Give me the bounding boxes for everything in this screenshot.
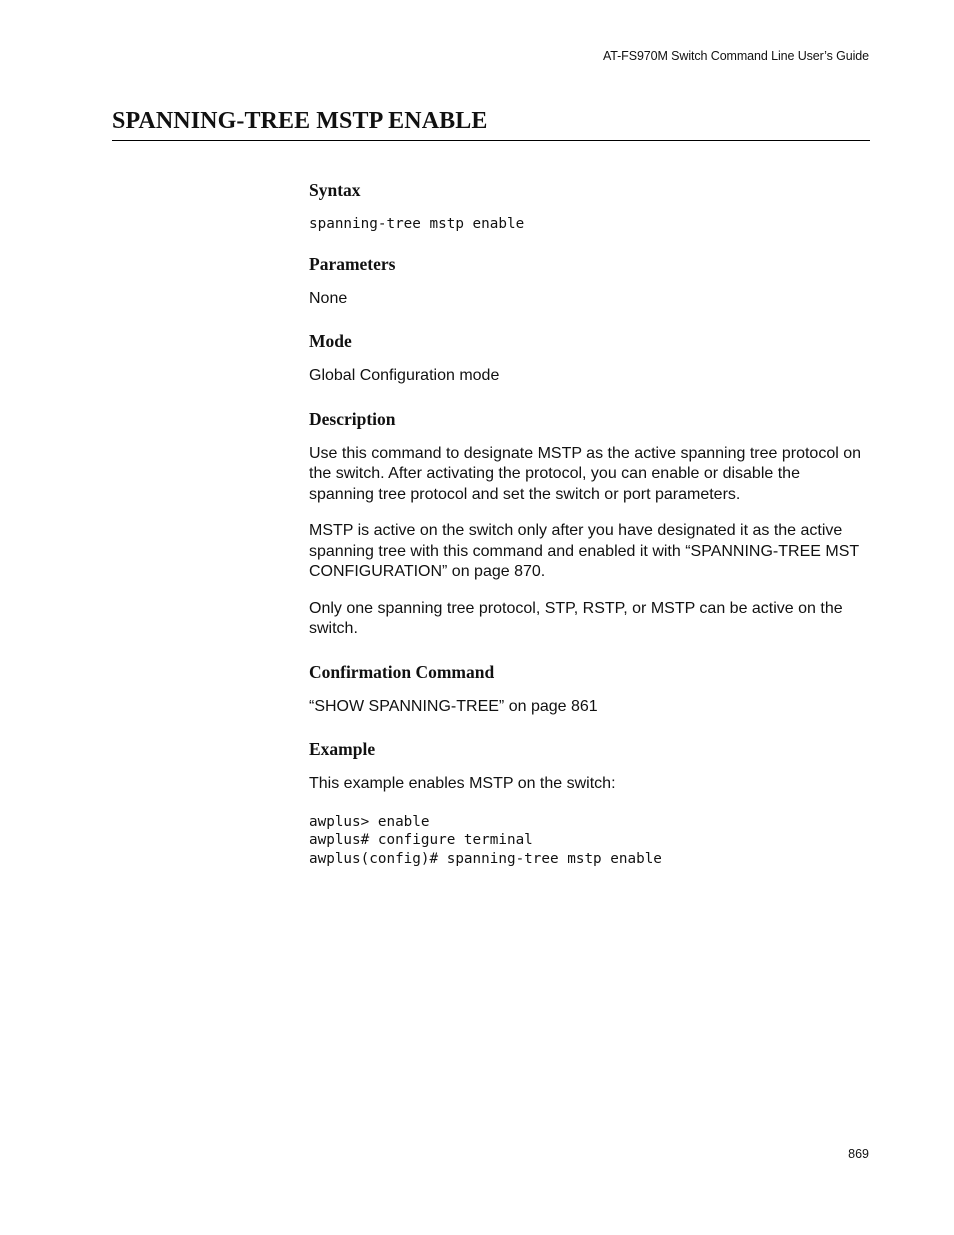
- mode-text: Global Configuration mode: [309, 367, 500, 384]
- parameters-heading: Parameters: [309, 253, 396, 274]
- running-header: AT-FS970M Switch Command Line User’s Guide: [602, 49, 869, 63]
- description-paragraph: Use this command to designate MSTP as the active spanning tree protocol on the switch. After activating the protocol, you can enable or disable the spanning tree protocol and set the switch or port parameters.: [309, 444, 862, 503]
- parameters-text: None: [309, 289, 348, 307]
- confirmation-text: “SHOW SPANNING-TREE” on page 861: [309, 697, 598, 715]
- description-paragraph: Only one spanning tree protocol, STP, RSTP, or MSTP can be active on the switch.: [309, 599, 843, 637]
- example-heading: Example: [309, 739, 376, 759]
- example-intro: This example enables MSTP on the switch:: [309, 775, 616, 792]
- parameters-section: [309, 253, 869, 310]
- confirmation-section: [309, 661, 869, 718]
- example-code-line: awplus> enable: [309, 813, 430, 830]
- page-title: SPANNING-TREE MSTP ENABLE: [112, 108, 488, 134]
- page-number: 869: [848, 1147, 869, 1161]
- page-content: [309, 179, 869, 868]
- confirmation-heading: Confirmation Command: [309, 661, 495, 682]
- example-code-line: awplus# configure terminal: [309, 832, 533, 848]
- mode-section: [309, 330, 869, 387]
- description-section: [309, 408, 869, 640]
- example-code-line: awplus(config)# spanning-tree mstp enable: [309, 850, 662, 867]
- syntax-code: spanning-tree mstp enable: [309, 216, 525, 232]
- description-heading: Description: [309, 408, 396, 429]
- syntax-section: [309, 179, 869, 253]
- mode-heading: Mode: [309, 331, 352, 351]
- spacer: [309, 234, 869, 253]
- example-section: [309, 738, 869, 868]
- syntax-heading: Syntax: [309, 180, 361, 200]
- title-block: [112, 107, 870, 141]
- description-paragraph: MSTP is active on the switch only after you have designated it as the active spanning tree with this command and enabled it with “SPANNING-TREE MST CONFIGURATION” on page 870.: [309, 522, 859, 580]
